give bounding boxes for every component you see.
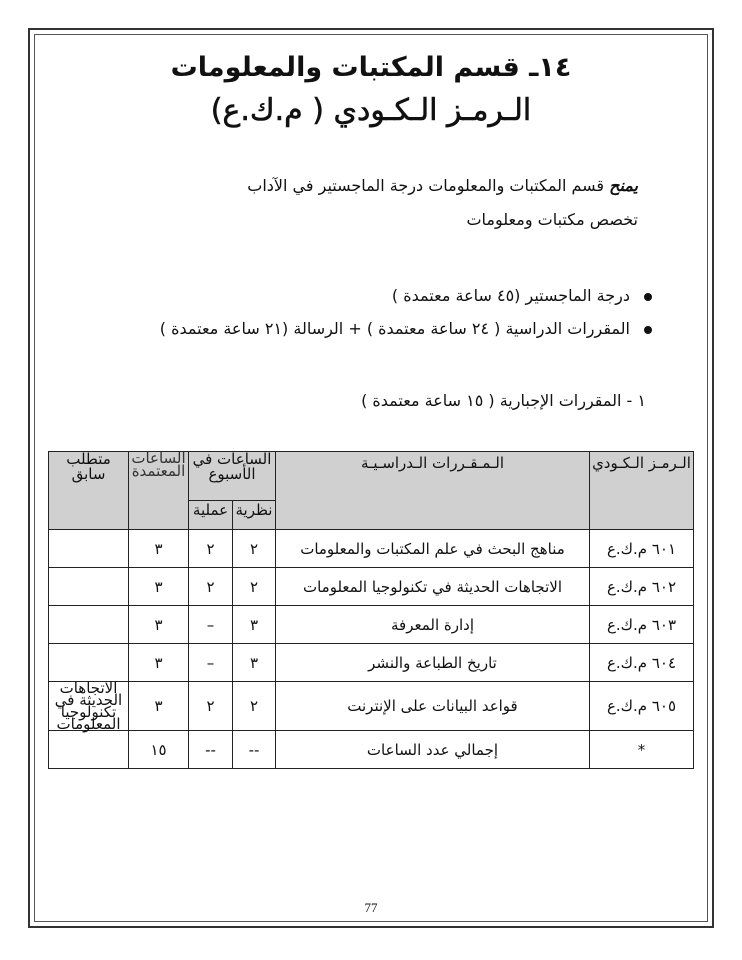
course-code: ٦٠١ م.ك.ع <box>590 530 694 568</box>
table-row <box>49 644 694 682</box>
courses-table <box>48 451 694 769</box>
practical-hours: – <box>189 644 233 682</box>
total-marker: * <box>590 731 694 769</box>
practical-hours: ٢ <box>189 682 233 731</box>
theory-hours: ٣ <box>233 606 276 644</box>
intro-lead-word: يمنح <box>609 176 638 195</box>
theory-hours: ٢ <box>233 568 276 606</box>
bullet-dot-icon <box>644 293 652 301</box>
total-credit: ١٥ <box>129 731 189 769</box>
credit-hours: ٣ <box>129 530 189 568</box>
bullet-text: المقررات الدراسية ( ٢٤ ساعة معتمدة ) + الرسالة (٢١ ساعة معتمدة ) <box>159 319 630 338</box>
prerequisite <box>49 530 129 568</box>
course-name: تاريخ الطباعة والنشر <box>276 644 590 682</box>
credit-hours: ٣ <box>129 568 189 606</box>
course-name: قواعد البيانات على الإنترنت <box>276 682 590 731</box>
bullet-item <box>52 286 652 305</box>
credit-hours: ٣ <box>129 606 189 644</box>
theory-hours: ٢ <box>233 682 276 731</box>
header-practical: عملية <box>189 501 233 530</box>
intro-line-1 <box>158 176 638 195</box>
course-name: مناهج البحث في علم المكتبات والمعلومات <box>276 530 590 568</box>
table-row <box>49 568 694 606</box>
intro-line-2: تخصص مكتبات ومعلومات <box>466 210 638 229</box>
bullet-text: درجة الماجستير (٤٥ ساعة معتمدة ) <box>391 286 630 305</box>
page-number: 77 <box>364 900 378 915</box>
department-code-title: الـرمـز الـكـودي ( م.ك.ع) <box>210 93 532 128</box>
total-practical: -- <box>189 731 233 769</box>
table-row <box>49 530 694 568</box>
course-name: إدارة المعرفة <box>276 606 590 644</box>
header-code: الـرمـز الـكـودي <box>590 452 694 530</box>
header-credit-hours: الساعات المعتمدة <box>129 452 189 530</box>
header-weekly-hours: الساعات في الأسبوع <box>189 452 276 501</box>
table-row <box>49 682 694 731</box>
prerequisite <box>49 644 129 682</box>
course-code: ٦٠٤ م.ك.ع <box>590 644 694 682</box>
intro-line-1-text: قسم المكتبات والمعلومات درجة الماجستير في الآداب <box>247 176 605 195</box>
credit-hours: ٣ <box>129 644 189 682</box>
course-code: ٦٠٢ م.ك.ع <box>590 568 694 606</box>
theory-hours: ٢ <box>233 530 276 568</box>
course-name: الاتجاهات الحديثة في تكنولوجيا المعلومات <box>276 568 590 606</box>
bullet-item <box>52 319 652 338</box>
practical-hours: – <box>189 606 233 644</box>
department-title: ١٤ـ قسم المكتبات والمعلومات <box>170 52 572 83</box>
prerequisite <box>49 606 129 644</box>
header-theoretical: نظرية <box>233 501 276 530</box>
table-header-row <box>49 452 694 501</box>
header-prerequisite: متطلب سابق <box>49 452 129 530</box>
total-label: إجمالي عدد الساعات <box>276 731 590 769</box>
table-total-row <box>49 731 694 769</box>
course-code: ٦٠٥ م.ك.ع <box>590 682 694 731</box>
table-row <box>49 606 694 644</box>
total-prerequisite <box>49 731 129 769</box>
prerequisite: الاتجاهات الحديثة في تكنولوجيا المعلومات <box>49 682 129 731</box>
practical-hours: ٢ <box>189 568 233 606</box>
bullet-dot-icon <box>644 326 652 334</box>
section-heading: ١ - المقررات الإجبارية ( ١٥ ساعة معتمدة ) <box>361 391 646 410</box>
course-code: ٦٠٣ م.ك.ع <box>590 606 694 644</box>
total-theory: -- <box>233 731 276 769</box>
credit-hours: ٣ <box>129 682 189 731</box>
prerequisite <box>49 568 129 606</box>
header-courses: الـمـقـررات الـدراسـيـة <box>276 452 590 530</box>
theory-hours: ٣ <box>233 644 276 682</box>
practical-hours: ٢ <box>189 530 233 568</box>
